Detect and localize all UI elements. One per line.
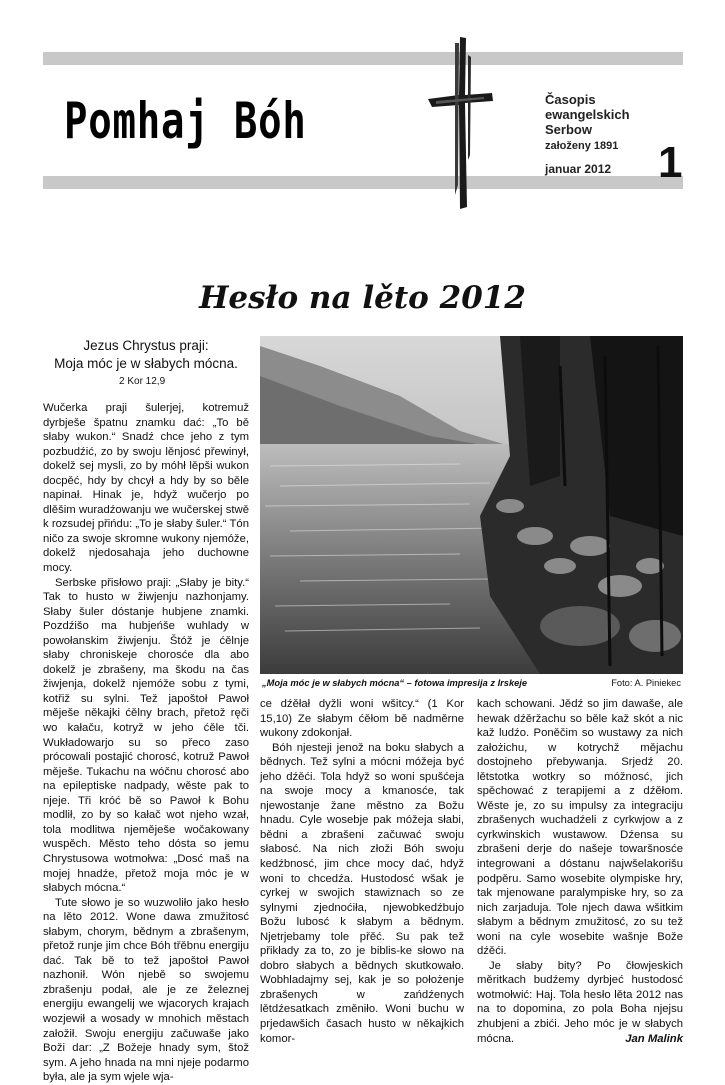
article-column-2 (260, 697, 464, 1046)
paragraph: kach schowani. Jědź so jim dawaše, ale hewak dźěržachu so běle kaž skót a nic kaž ludźo. Poněčim so wustawy za nich założichu, w kotrychž měјachu dostojneho přebywanja. Srjedź 20. lětstotka wotkry so móžnosć, jich spěchować z terapijemi a z dźěłom. Wěste je, zo su impulsy za integraciju zbrašenych wuchadźeli z cyrkwjow a z cyrkwinskich wustawow. Dźensa su zbrašeni derje do našeje towaršnosće integrowani a dóstanu najwšelakorišu podpěru. Samo wosebite olympiske hry, tak mjenowane paralympiske hry, so za nich zarjaduja. Tole njech dawa wšitkim słabym a bědnym zmužitosć, zo su tež woni na cyle wosebite wašnje Bože dźěći. (477, 698, 683, 958)
paragraph: Tute słowo je so wuzwoliło jako hesło na lěto 2012. Wone dawa zmužitosć słabym, chorym, bědnym a zbrašenym, přetož runje jim chce Bóh třěbnu energiju dać. Tak bě to tež japoštoł Pawoł nazhonił. Wón njebě so swojemu zbrašenju podał, ale je ze železnej energiju ewangelij we wjacorych krajach wozjewił a wosady w mnohich městach załožił. Swoju energiju začuwaše jako Boži dar: „Z Božeje hnady sym, štož sym. A jeho hnada na mni njeje podarmo była, ale ja sym wjele wja- (43, 896, 249, 1084)
issue-date: januar 2012 (545, 162, 612, 176)
photo-caption-bar (262, 678, 681, 688)
author-signature: Jan Malink (625, 1032, 683, 1045)
journal-subtitle-line1: Časopis (545, 92, 596, 107)
issue-number: 1 (658, 138, 683, 187)
cross-logo (424, 35, 494, 210)
journal-subtitle-line3: Serbow (545, 122, 592, 137)
paragraph: ce dźěłał dyžli woni wšitcy.“ (1 Kor 15,10) Ze słabym ćěłom bě nadměrne wukony zdokonjał. (260, 698, 464, 740)
photo-credit: Foto: A. Piniekec (611, 678, 681, 688)
motto-line2: Moja móc je w słabych mócna. (54, 356, 238, 371)
motto-reference: 2 Kor 12,9 (119, 376, 166, 387)
lake-photo (260, 336, 683, 674)
paragraph: Wučerka praji šulerjej, kotremuž dyrbješe špatnu znamku dać: „To bě słaby wukon.“ Snadź chce jeho z tym pozbudźić, zo by swoju lěnjosć přewinył, dokelž sej mysli, zo by móhł lěpši wukon docpěć, hdy by chcył a hdy by so běle napinał. Hinak je, hdyž wučerjo po dlěšim wuradźowanju we wučerskej stwě k rozsudej přińdu: „To je słaby šuler.“ Tón ničo za swoje skromne wukony njemóže, dokelž njedosahaja jeho duchowne mocy. (43, 402, 249, 575)
photo-caption: „Moja móc je w słabych mócna“ – fotowa impresija z Irskeje (262, 678, 528, 688)
founded-note: załoženy 1891 (545, 140, 619, 152)
paragraph: Bóh njesteji jenož na boku słabych a bědnych. Tež sylni a mócni móžeja być jeho dźěći. Tola hdyž so woni spušćeja na swoje mocy a kmanosće, tak njewostanje žane městno za Božu hnadu. Cyle wosebje pak móžeja słabi, bědni a zbrašeni začuwać swoju słabosć. Na nich złoži Bóh swoju kedźbnosć, jim chce mocy dać, hdyž woni to chcedźa. Hustodosć wšak je cyrkej w swojich stawiznach so ze sylnymi zjednoćiła, njewobkedźbujo Božu lubosć k słabym a bědnym. Njetrjebamy tole přěć. Su pak tež přikłady za to, zo je biblis-ke słowo na dobro słabych a bědnych skutkowało. Wobhladajmy sej, kak je so położenje zbrašenych w zańdźenych lětdźesatkach změniło. Woni buchu w prjedawšich časach husto w někajkich komor- (260, 741, 464, 1045)
paragraph: Serbske přisłowo praji: „Słaby je bity.“ Tak to husto w žiwjenju nazhonjamy. Słaby šuler dóstanje hubjene znamki. Pozdźišo ma hubjeńše wuhlady w powołanskim žiwjenju. Štóž je ćělnje słaby chroniskeje chorosće dla abo dokelž je zbrašeny, ma škodu na čas žiwjenja, dokelž njemóže sobu z tymi, kotřiž su sylni. Tež japoštoł Pawoł měješe někajki ćělny brach, přetož ręči wo kałaču, kotryž w jeho ćěle tči. Wukładowarjo su so přeco zaso prócowali postajić chorosć, kotruž Pawoł měješe. Tukachu na wóčnu chorosć abo na epileptiske nadpady, wěste pak to njeje. Tři króć bě so Pawoł k Bohu modlił, zo by so kałač wot njeho wzał, tola modlitwa njeměješe wočakowany wuspěch. Město teho dósta so jemu Chrystusowa wotmołwa: „Dosć maš na mojej hnadźe, přetož moja móc je w słabych mócna.“ (43, 576, 249, 895)
article-headline: Hesło na lěto 2012 (199, 280, 526, 316)
paragraph-text: Je słaby bity? Po čłowjeskich měritkach budźemy dyrbjeć hustodosć wotmołwić: Haj. Tola hesło lěta 2012 nas na to dopomina, zo pola Boha njejsu zhubjeni a zbići. Jeho móc je w słabych mócna. (477, 959, 683, 1045)
paragraph (477, 959, 683, 1046)
journal-subtitle-line2: ewangelskich (545, 107, 630, 122)
article-column-3 (477, 697, 683, 1046)
masthead-band-bottom (43, 176, 683, 189)
article-column-1 (43, 401, 249, 1085)
motto-block (43, 337, 249, 387)
motto-line1: Jezus Chrystus praji: (83, 338, 209, 353)
masthead-band-top (43, 52, 683, 65)
masthead-title: Pomhaj Bóh (64, 92, 307, 150)
